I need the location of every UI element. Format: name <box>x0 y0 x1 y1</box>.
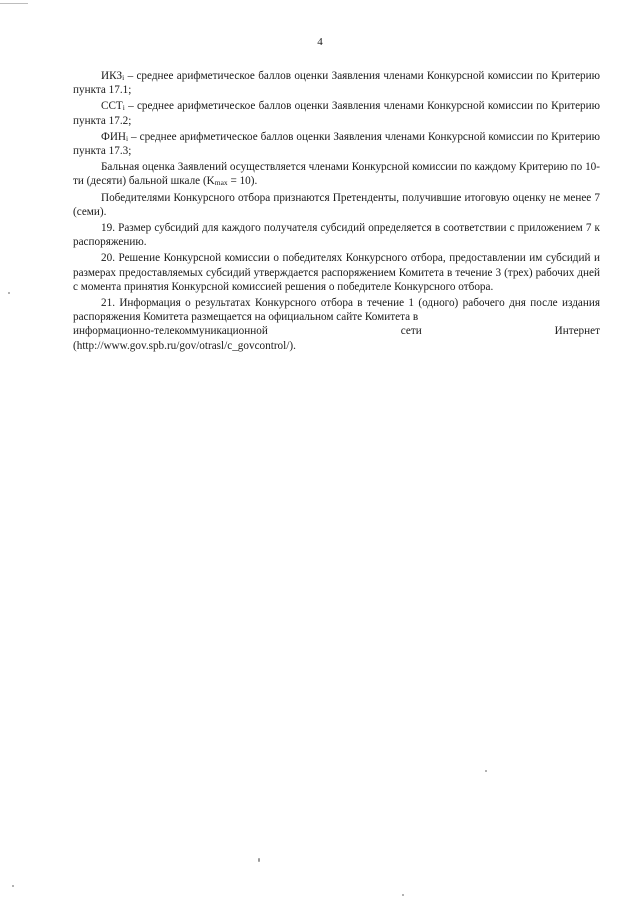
k-max-subscript: max <box>214 178 228 188</box>
paragraph-21-text: 21. Информация о результатах Конкурсного отбора в течение 1 (одного) рабочего дня после издания распоряжения Комитета размещается на официальном сайте Комитета в <box>73 297 600 324</box>
url-line: (http://www.gov.spb.ru/gov/otrasl/c_govcontrol/). <box>73 339 296 352</box>
word-internet: Интернет <box>554 325 600 338</box>
paragraph-winners <box>73 191 600 219</box>
paragraph-21-spread-line <box>73 324 600 338</box>
paragraph-fin-text: – среднее арифметическое баллов оценки Заявления членами Конкурсной комиссии по Критерию пункта 17.3; <box>73 130 600 158</box>
scan-speck <box>12 885 14 887</box>
paragraph-fin <box>73 130 600 158</box>
term-ikz-subscript: i <box>122 73 125 82</box>
paragraph-ikz <box>73 69 600 97</box>
term-fin-name: ФИН <box>101 130 126 143</box>
scan-speck <box>485 770 487 772</box>
paragraph-ikz-text: – среднее арифметическое баллов оценки Заявления членами Конкурсной комиссии по Критерию пункта 17.1; <box>73 70 600 97</box>
paragraph-sst-text: – среднее арифметическое баллов оценки Заявления членами Конкурсной комиссии по Критерию пункта 17.2; <box>73 100 600 127</box>
term-fin-subscript: i <box>126 133 129 143</box>
term-sst-name: ССТ <box>101 100 123 113</box>
scan-speck <box>258 858 260 862</box>
paragraph-21 <box>73 296 600 324</box>
paragraph-20 <box>73 251 600 294</box>
term-fin <box>101 131 128 143</box>
scoring-scale-text: Бальная оценка Заявлений осуществляется членами Конкурсной комиссии по каждому Критерию по 10-ти (десяти) бальной шкале (K <box>73 161 600 188</box>
paragraph-19 <box>73 221 600 249</box>
winners-text: Победителями Конкурсного отбора признаются Претенденты, получившие итоговую оценку не менее 7 (семи). <box>73 191 600 218</box>
scan-corner-mark <box>0 3 28 4</box>
term-sst <box>101 100 125 112</box>
paragraph-20-text: 20. Решение Конкурсной комиссии о победителях Конкурсного отбора, предоставлении им субсидий и размерах предоставляемых субсидий утверждается распоряжением Комитета в течение 3 (трех) рабочих дней с момента принятия Конкурсной комиссией решения о победителе Конкурсного отбора. <box>73 252 600 293</box>
scan-speck <box>8 292 10 294</box>
paragraph-scoring-scale <box>73 160 600 188</box>
word-telecom: информационно-телекоммуникационной <box>73 325 268 338</box>
paragraph-19-text: 19. Размер субсидий для каждого получателя субсидий определяется в соответствии с приложением 7 к распоряжению. <box>73 222 600 249</box>
term-ikz-name: ИКЗ <box>101 70 123 82</box>
term-sst-subscript: i <box>122 103 125 113</box>
document-body <box>73 69 600 353</box>
k-max-value: = 10). <box>227 175 258 188</box>
paragraph-sst <box>73 99 600 127</box>
scan-speck <box>402 894 404 896</box>
term-ikz <box>101 70 124 82</box>
page-number: 4 <box>317 36 323 48</box>
word-network: сети <box>400 325 422 338</box>
